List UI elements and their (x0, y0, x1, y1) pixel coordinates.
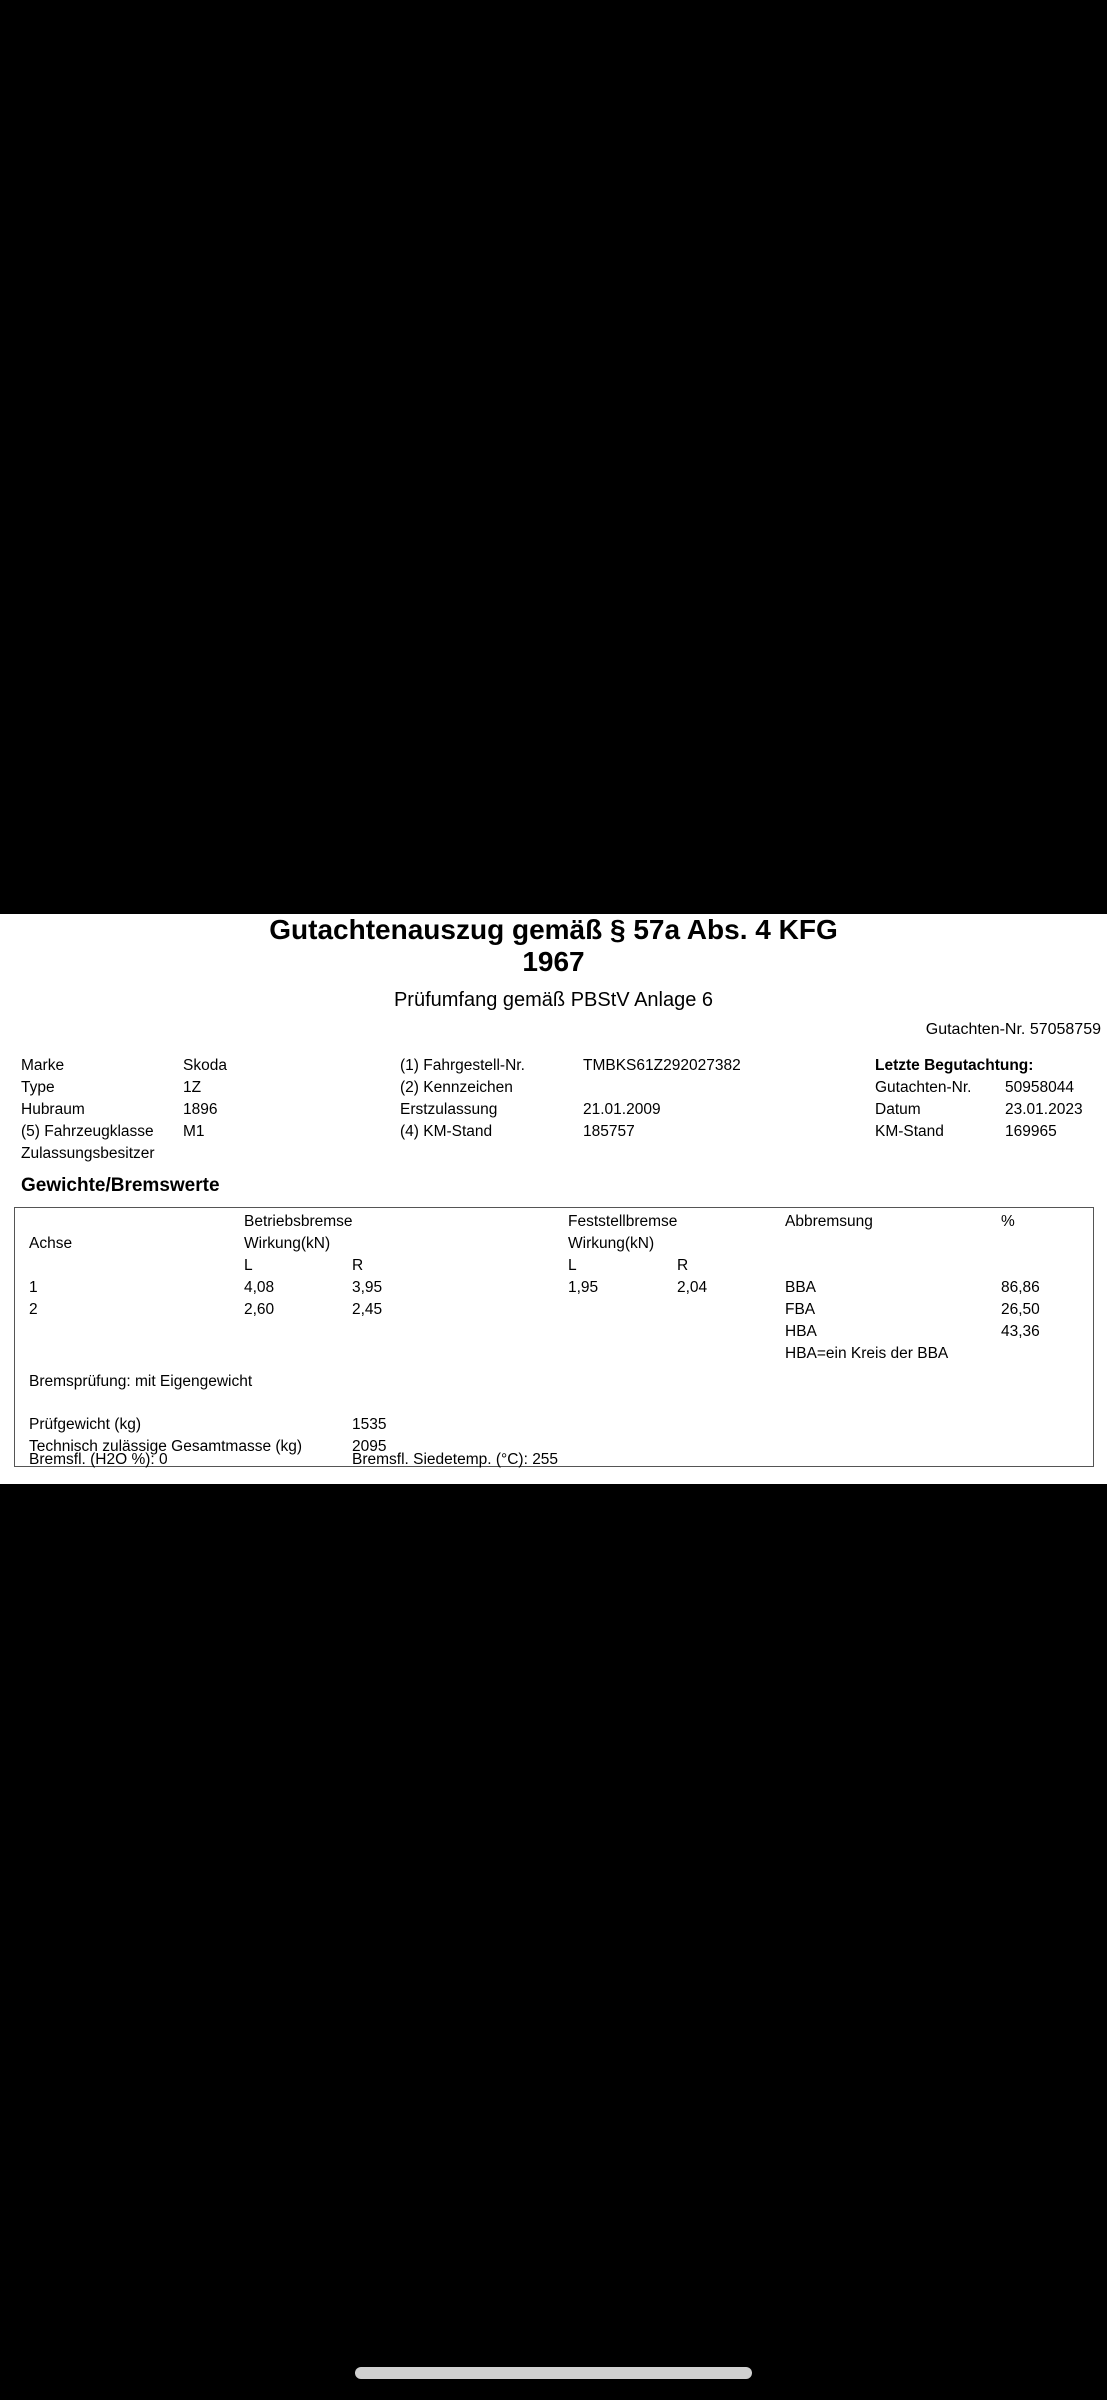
table-cell-bb-r: 3,95 (352, 1279, 383, 1296)
bremsfl-siedetemp: Bremsfl. Siedetemp. (°C): 255 (352, 1451, 559, 1468)
marke-value: Skoda (183, 1057, 227, 1074)
table-cell-bb-r: 2,45 (352, 1301, 383, 1318)
last-datum-value: 23.01.2023 (1005, 1101, 1083, 1118)
brake-values-box (14, 1207, 1094, 1467)
last-gutachten-nr-value: 50958044 (1005, 1079, 1074, 1096)
fb-r-header: R (677, 1257, 689, 1274)
pruefgewicht-label: Prüfgewicht (kg) (29, 1416, 141, 1433)
fb-wirkung-header: Wirkung(kN) (568, 1235, 655, 1252)
gutachten-number: Gutachten-Nr. 57058759 (925, 1021, 1101, 1038)
km-stand-value: 185757 (583, 1123, 635, 1140)
kennzeichen-label: (2) Kennzeichen (400, 1079, 513, 1096)
abbremsung-label: FBA (785, 1301, 816, 1318)
fahrzeugklasse-value: M1 (183, 1123, 205, 1140)
bb-l-header: L (244, 1257, 253, 1274)
letzte-begutachtung-heading: Letzte Begutachtung: (875, 1057, 1034, 1074)
table-cell-bb-l: 2,60 (244, 1301, 275, 1318)
type-value: 1Z (183, 1079, 202, 1096)
pruefgewicht-value: 1535 (352, 1416, 387, 1433)
document-title-line2: 1967 (522, 946, 585, 977)
table-cell-fb-r: 2,04 (677, 1279, 708, 1296)
gesamtmasse-label: Technisch zulässige Gesamtmasse (kg) (29, 1438, 303, 1455)
fb-l-header: L (568, 1257, 577, 1274)
abbremsung-label: HBA (785, 1323, 817, 1340)
abbremsung-label: BBA (785, 1279, 817, 1296)
hba-note: HBA=ein Kreis der BBA (785, 1345, 949, 1362)
document-page (0, 914, 1107, 1484)
bremspruefung-text: Bremsprüfung: mit Eigengewicht (29, 1373, 253, 1390)
last-datum-label: Datum (875, 1101, 921, 1118)
erstzulassung-label: Erstzulassung (400, 1101, 498, 1118)
hubraum-label: Hubraum (21, 1101, 85, 1118)
home-indicator[interactable] (355, 2367, 752, 2379)
table-cell-bb-l: 4,08 (244, 1279, 275, 1296)
abbremsung-value: 43,36 (1001, 1323, 1040, 1340)
feststellbremse-header: Feststellbremse (568, 1213, 678, 1230)
percent-header: % (1001, 1213, 1015, 1230)
table-cell-fb-l: 1,95 (568, 1279, 599, 1296)
bremsfl-h2o: Bremsfl. (H2O %): 0 (29, 1451, 168, 1468)
bb-r-header: R (352, 1257, 364, 1274)
document-title-line1: Gutachtenauszug gemäß § 57a Abs. 4 KFG (269, 914, 838, 945)
fahrgestell-value: TMBKS61Z292027382 (583, 1057, 741, 1074)
last-km-stand-value: 169965 (1005, 1123, 1057, 1140)
last-gutachten-nr-label: Gutachten-Nr. (875, 1079, 972, 1096)
table-row-achse: 2 (29, 1301, 38, 1318)
type-label: Type (21, 1079, 55, 1096)
achse-header: Achse (29, 1235, 73, 1252)
marke-label: Marke (21, 1057, 65, 1074)
erstzulassung-value: 21.01.2009 (583, 1101, 661, 1118)
last-km-stand-label: KM-Stand (875, 1123, 944, 1140)
fahrzeugklasse-label: (5) Fahrzeugklasse (21, 1123, 154, 1140)
hubraum-value: 1896 (183, 1101, 218, 1118)
table-row-achse: 1 (29, 1279, 38, 1296)
km-stand-label: (4) KM-Stand (400, 1123, 493, 1140)
fahrgestell-label: (1) Fahrgestell-Nr. (400, 1057, 525, 1074)
document-subtitle: Prüfumfang gemäß PBStV Anlage 6 (393, 989, 714, 1011)
abbremsung-header: Abbremsung (785, 1213, 873, 1230)
abbremsung-value: 86,86 (1001, 1279, 1040, 1296)
abbremsung-value: 26,50 (1001, 1301, 1040, 1318)
gesamtmasse-value: 2095 (352, 1438, 387, 1455)
section-title-bremswerte: Gewichte/Bremswerte (21, 1175, 220, 1196)
bb-wirkung-header: Wirkung(kN) (244, 1235, 331, 1252)
betriebsbremse-header: Betriebsbremse (244, 1213, 353, 1230)
zulassungsbesitzer-label: Zulassungsbesitzer (21, 1145, 155, 1162)
